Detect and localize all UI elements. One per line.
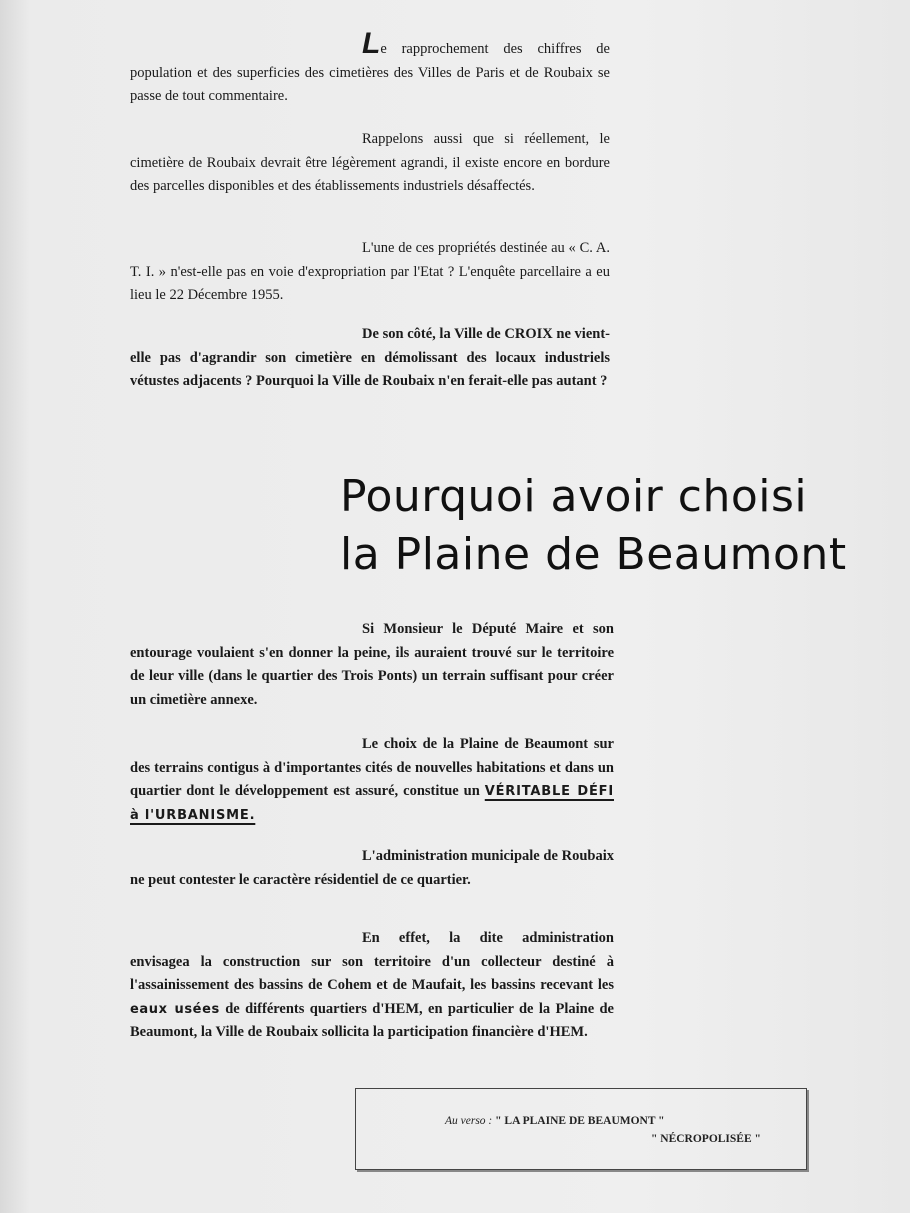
- paragraph-intro-2: [130, 128, 610, 199]
- paragraph-8-text-a: En effet, la dite administration envisagea la construction sur son territoire d'un collecteur destiné à l'assainissement des bassins de Cohem et de Maufait, les bassins recevant les: [130, 930, 614, 993]
- paragraph-5-text: Si Monsieur le Député Maire et son entourage voulaient s'en donner la peine, ils auraient trouvé sur le territoire de leur ville (dans le quartier des Trois Ponts) un terrain suffisant pour créer un cimetière annexe.: [130, 621, 614, 708]
- verso-label: Au verso :: [445, 1115, 496, 1127]
- paragraph-1-text: e rapprochement des chiffres de population et des superficies des cimetières des Villes de Paris et de Roubaix se passe de tout commentaire.: [130, 41, 610, 104]
- verso-note: [445, 1112, 761, 1148]
- paragraph-body-2: [130, 733, 614, 827]
- paragraph-body-3: [130, 845, 614, 892]
- headline-line-1: Pourquoi avoir choisi: [340, 471, 808, 522]
- eaux-usees-emphasis: eaux usées: [130, 1001, 220, 1017]
- paragraph-3-text: L'une de ces propriétés destinée au « C. A. T. I. » n'est-elle pas en voie d'expropriation par l'Etat ? L'enquête parcellaire a eu lieu le 22 Décembre 1955.: [130, 240, 610, 303]
- paragraph-2-text: Rappelons aussi que si réellement, le cimetière de Roubaix devrait être légèrement agrandi, il existe encore en bordure des parcelles disponibles et des établissements industriels désaffectés.: [130, 131, 610, 194]
- drop-cap: L: [362, 27, 381, 60]
- verso-line-1: " LA PLAINE DE BEAUMONT ": [495, 1115, 665, 1127]
- paragraph-4-text: De son côté, la Ville de CROIX ne vient-elle pas d'agrandir son cimetière en démolissant des locaux industriels vétustes adjacents ? Pourquoi la Ville de Roubaix n'en ferait-elle pas autant ?: [130, 326, 610, 389]
- paragraph-8-text-b: de différents quartiers d'HEM, en particulier de la Plaine de Beaumont, la Ville de Roubaix sollicita la participation financière d'HEM.: [130, 1000, 614, 1040]
- paragraph-body-1: [130, 618, 614, 712]
- paragraph-7-text: L'administration municipale de Roubaix ne peut contester le caractère résidentiel de ce quartier.: [130, 848, 614, 888]
- urbanism-emphasis: VÉRITABLE DÉFI à l'URBANISME.: [130, 784, 614, 823]
- paragraph-intro-1: [130, 27, 610, 109]
- verso-line-2: " NÉCROPOLISÉE ": [651, 1133, 761, 1145]
- section-headline: [340, 468, 847, 584]
- paragraph-intro-3: [130, 237, 610, 308]
- headline-line-2: la Plaine de Beaumont: [340, 529, 847, 580]
- paragraph-body-4: [130, 927, 614, 1045]
- paragraph-6-text: Le choix de la Plaine de Beaumont sur des terrains contigus à d'importantes cités de nouvelles habitations et dans un quartier dont le développement est assuré, constitue un: [130, 736, 614, 799]
- paragraph-intro-4: [130, 323, 610, 394]
